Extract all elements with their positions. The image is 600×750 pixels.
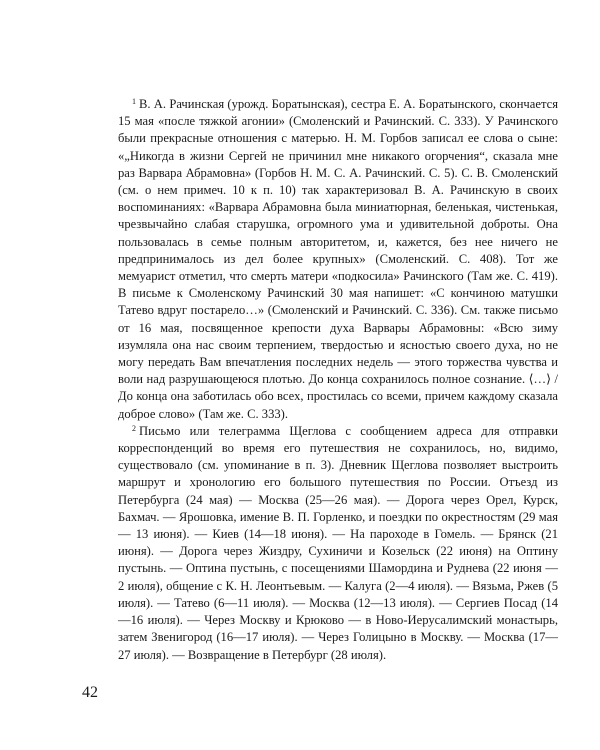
footnote-text: Письмо или телеграмма Щеглова с сообщением адреса для отправки корреспонденций во время его путешествия не сохранилось, но, видимо, существовало (см. упоминание в п. 3). Дневник Щеглова позволяет выстроить маршрут и хронологию его большого путешествия по России. Отъезд из Петербурга (24 мая) — Москва (25—26 мая). — Дорога через Орел, Курск, Бахмач. — Ярошовка, имение В. П. Горленко, и поездки по окрестностям (29 мая — 13 июня). — Киев (14—18 июня). — На пароходе в Гомель. — Брянск (21 июня). — Дорога через Жиздру, Сухиничи и Козельск (22 июня) на Оптину пустынь. — Оптина пустынь, с посещениями Шамордина и Руднева (22 июня — 2 июля), общение с К. Н. Леонтьевым. — Калуга (2—4 июля). — Вязьма, Ржев (5 июля). — Татево (6—11 июля). — Москва (12—13 июля). — Сергиев Посад (14—16 июля). — Через Москву и Крюково — в Ново-Иерусалимский монастырь, затем Звенигород (16—17 июля). — Через Голицыно в Москву. — Москва (17—27 июля). — Возвращение в Петербург (28 июля). [118,423,558,662]
footnote-2 [118,423,558,664]
footnote-marker: 2 [132,423,136,433]
footnotes [118,96,558,664]
footnote-marker: 1 [132,97,136,106]
page-number: 42 [82,684,98,701]
footnote-1 [118,96,558,423]
footnote-text: В. А. Рачинская (урожд. Боратынская), сестра Е. А. Боратынского, скончается 15 мая «после тяжкой агонии» (Смоленский и Рачинский. С. 333). У Рачинского были прекрасные отношения с матерью. Н. М. Горбов записал ее слова о сыне: «„Никогда в жизни Сергей не причинил мне никакого огорчения“, сказала мне раз Варвара Абрамовна» (Горбов Н. М. С. А. Рачинский. С. 5). С. В. Смоленский (см. о нем примеч. 10 к п. 10) так характеризовал В. А. Рачинскую в своих воспоминаниях: «Варвара Абрамовна была миниатюрная, беленькая, чистенькая, чрезвычайно слабая старушка, огромного ума и удивительной доброты. Она пользовалась в семье полным авторитетом, и, кажется, без нее ничего не предпринималось из дел более крупных» (Смоленский. С. 408). Тот же мемуарист отметил, что смерть матери «подкосила» Рачинского (Там же. С. 419). В письме к Смоленскому Рачинский 30 мая напишет: «С кончиною матушки Татево вдруг постарело…» (Смоленский и Рачинский. С. 336). См. также письмо от 16 мая, посвященное крепости духа Варвары Абрамовны: «Всю зиму изумляла она нас своим терпением, твердостью и ясностью своего духа, но не могу передать Вам впечатления последних недель — этого торжества чувства и воли над разрушающеюся плотью. До конца сохранилось полное сознание. ⟨…⟩ / До конца она заботилась обо всех, простилась со всеми, причем каждому сказала доброе слово» (Там же. С. 333). [118,97,558,421]
